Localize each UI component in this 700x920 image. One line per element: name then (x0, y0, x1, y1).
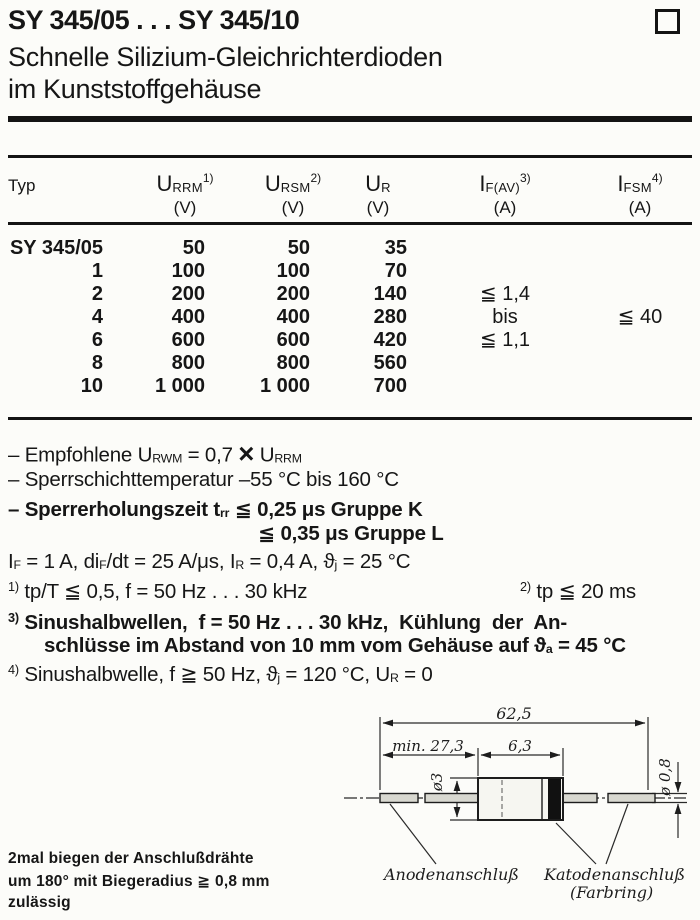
cell-urrm: 400 (171, 306, 205, 328)
cell-ur: 140 (373, 283, 407, 305)
bend-note-line-2: um 180° mit Biegeradius ≧ 0,8 mm (8, 873, 270, 890)
table-row (0, 375, 700, 398)
note-junction-temp: – Sperrschichttemperatur –55 °C bis 160 °C (8, 468, 399, 491)
cell-ur: 280 (373, 306, 407, 328)
divider-thick (8, 116, 692, 122)
cell-ifav (407, 375, 603, 398)
cell-typ: 6 (91, 329, 103, 351)
column-header-urrm: URRM$^{1)}$ (V) (156, 171, 214, 217)
cell-ifsm (603, 260, 677, 283)
dim-label-lead-dia: ø 0,8 (656, 758, 674, 796)
cell-ifsm (603, 329, 677, 352)
cell-ifav: ≦ 1,1 (479, 329, 531, 351)
cell-ur: 420 (373, 329, 407, 351)
cell-ifsm (603, 237, 677, 260)
unit-v: (V) (366, 198, 390, 217)
symbol-i: I (479, 171, 486, 196)
page-title: SY 345/05 . . . SY 345/10 (8, 5, 300, 35)
subtitle-line-1: Schnelle Silizium-Gleichrichterdioden (8, 42, 443, 72)
dim-label-body: 6,3 (508, 737, 532, 755)
cell-ursm: 1 000 (259, 375, 310, 397)
cell-urrm: 100 (171, 260, 205, 282)
unit-v: (V) (281, 198, 305, 217)
table-row (0, 329, 700, 352)
cell-ifav: ≦ 1,4 (479, 283, 531, 305)
cathode-label: Katodenanschluß (544, 865, 685, 884)
column-header-ur: UR (V) (365, 171, 391, 217)
cell-ifsm (603, 352, 677, 375)
cathode-label-2: (Farbring) (570, 883, 654, 902)
cell-urrm: 800 (171, 352, 205, 374)
cell-ursm: 400 (276, 306, 310, 328)
cathode-leader-1 (556, 823, 596, 864)
footnote-3-line-2: schlüsse im Abstand von 10 mm vom Gehäuse auf ϑa = 45 °C (44, 634, 626, 657)
unit-a: (A) (493, 198, 517, 217)
cathode-band (548, 779, 561, 819)
note-conditions: IF = 1 A, diF/dt = 25 A/μs, IR = 0,4 A, ϑj = 25 °C (8, 550, 411, 573)
cell-ursm: 200 (276, 283, 310, 305)
table-row (0, 237, 700, 260)
note-recovery-time: – Sperrerholungszeit trr ≦ 0,25 μs Gruppe K (8, 498, 423, 521)
table-row (0, 260, 700, 283)
column-header-typ: Typ (8, 176, 36, 195)
divider-table-top (8, 155, 692, 158)
note-urwm: – Empfohlene URWM = 0,7 × URRM (8, 438, 302, 469)
cell-ursm: 50 (287, 237, 310, 259)
note-recovery-time-2: ≦ 0,35 μs Gruppe L (258, 522, 444, 545)
footnote-2: $^{2)}$ tp ≦ 20 ms (520, 579, 636, 603)
cell-ifav (407, 260, 603, 283)
cell-typ: 4 (91, 306, 103, 328)
dim-label-total: 62,5 (496, 704, 532, 723)
cell-urrm: 50 (182, 237, 205, 259)
lead-right-inner (563, 794, 597, 803)
column-header-ursm: URSM$^{2)}$ (V) (264, 171, 322, 217)
table-row (0, 283, 700, 306)
cathode-leader-2 (606, 804, 628, 864)
cell-ursm: 800 (276, 352, 310, 374)
cell-ur: 70 (384, 260, 407, 282)
cell-typ: 2 (91, 283, 103, 305)
bend-note-line-3: zulässig (8, 894, 71, 911)
cell-typ: 10 (80, 375, 103, 397)
cell-urrm: 600 (171, 329, 205, 351)
cell-typ: SY 345/05 (9, 237, 103, 259)
cell-ifav (407, 352, 603, 375)
lead-left-inner (425, 794, 478, 803)
lead-left-outer (380, 794, 418, 803)
cell-ifsm: ≦ 40 (617, 306, 663, 328)
footnote-3-line-1: $^{3)}$ Sinushalbwellen, f = 50 Hz . . . 30 kHz, Kühlung der An- (8, 610, 567, 634)
symbol-u: U (365, 171, 382, 196)
bend-note-line-1: 2mal biegen der Anschlußdrähte (8, 850, 254, 867)
cell-typ: 1 (91, 260, 103, 282)
cell-ursm: 100 (276, 260, 310, 282)
subtitle-line-2: im Kunststoffgehäuse (8, 74, 262, 104)
footnote-4: $^{4)}$ Sinushalbwelle, f ≧ 50 Hz, ϑj = 120 °C, UR = 0 (8, 662, 433, 686)
cell-ifsm (603, 375, 677, 398)
package-drawing (330, 690, 700, 920)
cell-ur: 700 (373, 375, 407, 397)
diode-body (478, 778, 563, 820)
spec-table (0, 237, 700, 398)
anode-leader (390, 804, 436, 864)
cell-ursm: 600 (276, 329, 310, 351)
cell-urrm: 200 (171, 283, 205, 305)
cell-ur: 560 (373, 352, 407, 374)
divider-table-bottom (8, 417, 692, 420)
cell-ifav: bis (492, 306, 518, 328)
divider-header-bottom (8, 222, 692, 225)
dim-label-body-dia: ø3 (428, 772, 446, 792)
cell-ur: 35 (384, 237, 407, 259)
lead-right-outer (608, 794, 655, 803)
unit-v: (V) (173, 198, 197, 217)
symbol-u: U (156, 171, 173, 196)
symbol-i: I (617, 171, 624, 196)
dim-label-lead: min. 27,3 (392, 737, 464, 755)
column-header-ifsm: IFSM$^{4)}$ (A) (617, 171, 663, 217)
table-row (0, 352, 700, 375)
cell-typ: 8 (91, 352, 103, 374)
cell-ifsm (603, 283, 677, 306)
corner-checkbox (655, 9, 680, 34)
cell-urrm: 1 000 (154, 375, 205, 397)
symbol-u: U (264, 171, 281, 196)
table-row (0, 306, 700, 329)
anode-label: Anodenanschluß (384, 865, 519, 884)
unit-a: (A) (628, 198, 652, 217)
footnote-1: $^{1)}$ tp/T ≦ 0,5, f = 50 Hz . . . 30 kHz (8, 579, 308, 603)
cell-ifav (407, 237, 603, 260)
column-header-ifav: IF(AV)$^{3)}$ (A) (479, 171, 531, 217)
